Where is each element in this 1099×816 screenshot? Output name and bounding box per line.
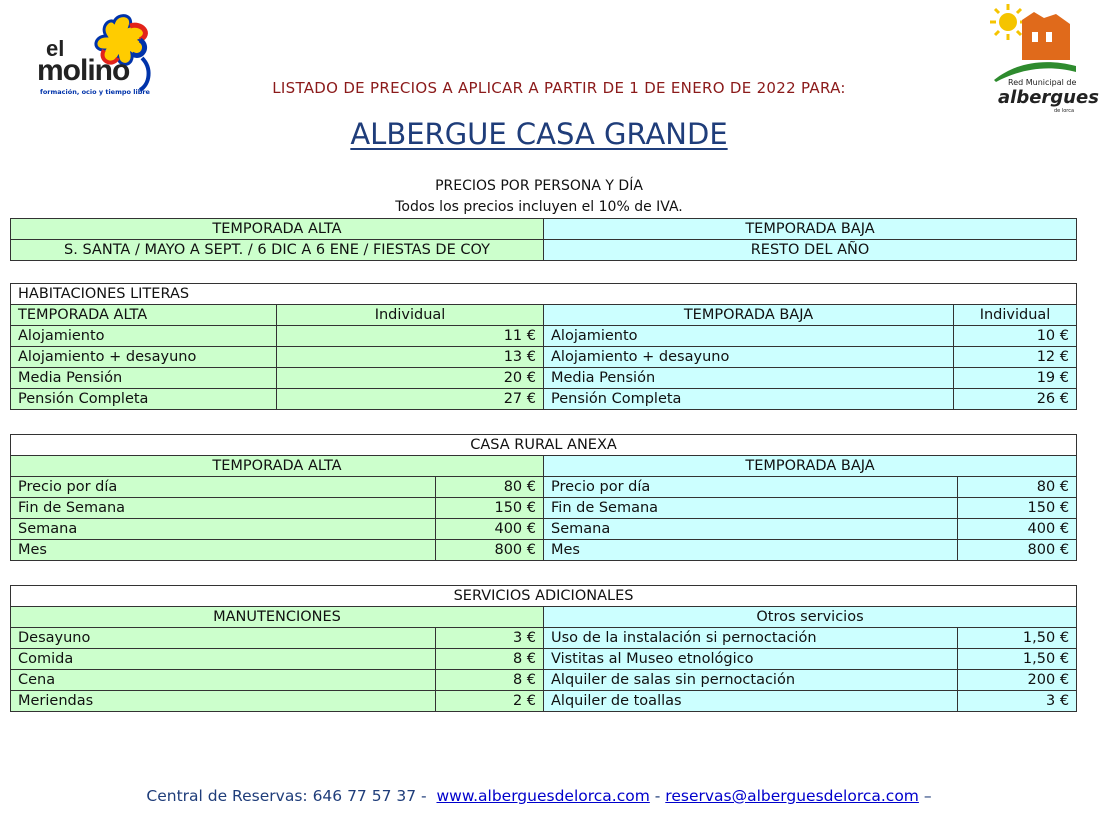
logo-word-molino: molino [37,54,130,87]
row-price: 200 € [958,670,1077,691]
table-row [11,389,1077,410]
row-price: 150 € [958,498,1077,519]
table-row [11,540,1077,561]
logo-tagline: formación, ocio y tiempo libre [40,88,150,96]
table-row [11,670,1077,691]
row-label: Pensión Completa [11,389,277,410]
row-label: Cena [11,670,436,691]
row-price: 19 € [954,368,1077,389]
table-row [11,368,1077,389]
row-label: Semana [544,519,958,540]
footer-phone: 646 77 57 37 - [312,787,427,805]
table-row [11,326,1077,347]
row-label: Semana [11,519,436,540]
row-price: 8 € [436,670,544,691]
casa-baja-header: TEMPORADA BAJA [544,456,1077,477]
season-alta-desc: S. SANTA / MAYO A SEPT. / 6 DIC A 6 ENE / FIESTAS DE COY [11,240,544,261]
season-baja-header: TEMPORADA BAJA [544,219,1077,240]
reservations-footer [0,787,1078,805]
row-label: Pensión Completa [544,389,954,410]
literas-baja-header: TEMPORADA BAJA [544,305,954,326]
manutenciones-header: MANUTENCIONES [11,607,544,628]
casa-alta-header: TEMPORADA ALTA [11,456,544,477]
row-label: Fin de Semana [544,498,958,519]
row-label: Mes [544,540,958,561]
otros-servicios-header: Otros servicios [544,607,1077,628]
literas-alta-col: Individual [277,305,544,326]
row-price: 800 € [436,540,544,561]
sun-building-icon [986,2,1078,82]
row-price: 150 € [436,498,544,519]
row-price: 10 € [954,326,1077,347]
table-row [11,628,1077,649]
albergues-logo [986,2,1099,118]
row-label: Alojamiento + desayuno [544,347,954,368]
table-row [11,649,1077,670]
casa-rural-table [10,434,1077,561]
seasons-table [10,218,1077,261]
row-price: 2 € [436,691,544,712]
row-price: 26 € [954,389,1077,410]
row-label: Desayuno [11,628,436,649]
logo-red-municipal: Red Municipal de [1008,78,1077,87]
subtitle-per-person: PRECIOS POR PERSONA Y DÍA [435,178,643,194]
subtitle-iva: Todos los precios incluyen el 10% de IVA. [395,199,683,215]
row-price: 800 € [958,540,1077,561]
literas-alta-header: TEMPORADA ALTA [11,305,277,326]
footer-web-link[interactable]: www.alberguesdelorca.com [436,787,650,805]
row-label: Alquiler de toallas [544,691,958,712]
servicios-table [10,585,1077,712]
table-row [11,519,1077,540]
row-label: Meriendas [11,691,436,712]
row-price: 3 € [436,628,544,649]
literas-table [10,283,1077,410]
row-label: Alojamiento [544,326,954,347]
row-price: 400 € [436,519,544,540]
servicios-section-title: SERVICIOS ADICIONALES [11,586,1077,607]
season-baja-desc: RESTO DEL AÑO [544,240,1077,261]
row-label: Precio por día [544,477,958,498]
page-title: ALBERGUE CASA GRANDE [350,117,728,151]
row-price: 400 € [958,519,1077,540]
logo-word-el: el [46,36,65,61]
row-price: 12 € [954,347,1077,368]
literas-section-title: HABITACIONES LITERAS [11,284,1077,305]
footer-label: Central de Reservas: [146,787,308,805]
row-label: Alojamiento + desayuno [11,347,277,368]
casa-section-title: CASA RURAL ANEXA [11,435,1077,456]
table-row [11,347,1077,368]
row-price: 27 € [277,389,544,410]
row-price: 1,50 € [958,628,1077,649]
row-price: 80 € [958,477,1077,498]
row-label: Alojamiento [11,326,277,347]
footer-separator: - [654,787,661,805]
row-price: 20 € [277,368,544,389]
row-label: Mes [11,540,436,561]
row-price: 1,50 € [958,649,1077,670]
row-label: Media Pensión [11,368,277,389]
season-alta-header: TEMPORADA ALTA [11,219,544,240]
table-row [11,691,1077,712]
row-price: 11 € [277,326,544,347]
row-label: Alquiler de salas sin pernoctación [544,670,958,691]
row-label: Fin de Semana [11,498,436,519]
row-label: Precio por día [11,477,436,498]
table-row [11,498,1077,519]
row-label: Vistitas al Museo etnológico [544,649,958,670]
row-price: 3 € [958,691,1077,712]
footer-dash: – [923,787,932,805]
price-notice: LISTADO DE PRECIOS A APLICAR A PARTIR DE 1 DE ENERO DE 2022 PARA: [272,79,846,97]
logo-de-lorca: de lorca [1054,108,1075,114]
row-price: 13 € [277,347,544,368]
literas-baja-col: Individual [954,305,1077,326]
row-price: 8 € [436,649,544,670]
row-label: Media Pensión [544,368,954,389]
footer-email-link[interactable]: reservas@alberguesdelorca.com [665,787,919,805]
row-label: Comida [11,649,436,670]
row-price: 80 € [436,477,544,498]
table-row [11,477,1077,498]
row-label: Uso de la instalación si pernoctación [544,628,958,649]
logo-albergues: albergues [998,87,1099,108]
